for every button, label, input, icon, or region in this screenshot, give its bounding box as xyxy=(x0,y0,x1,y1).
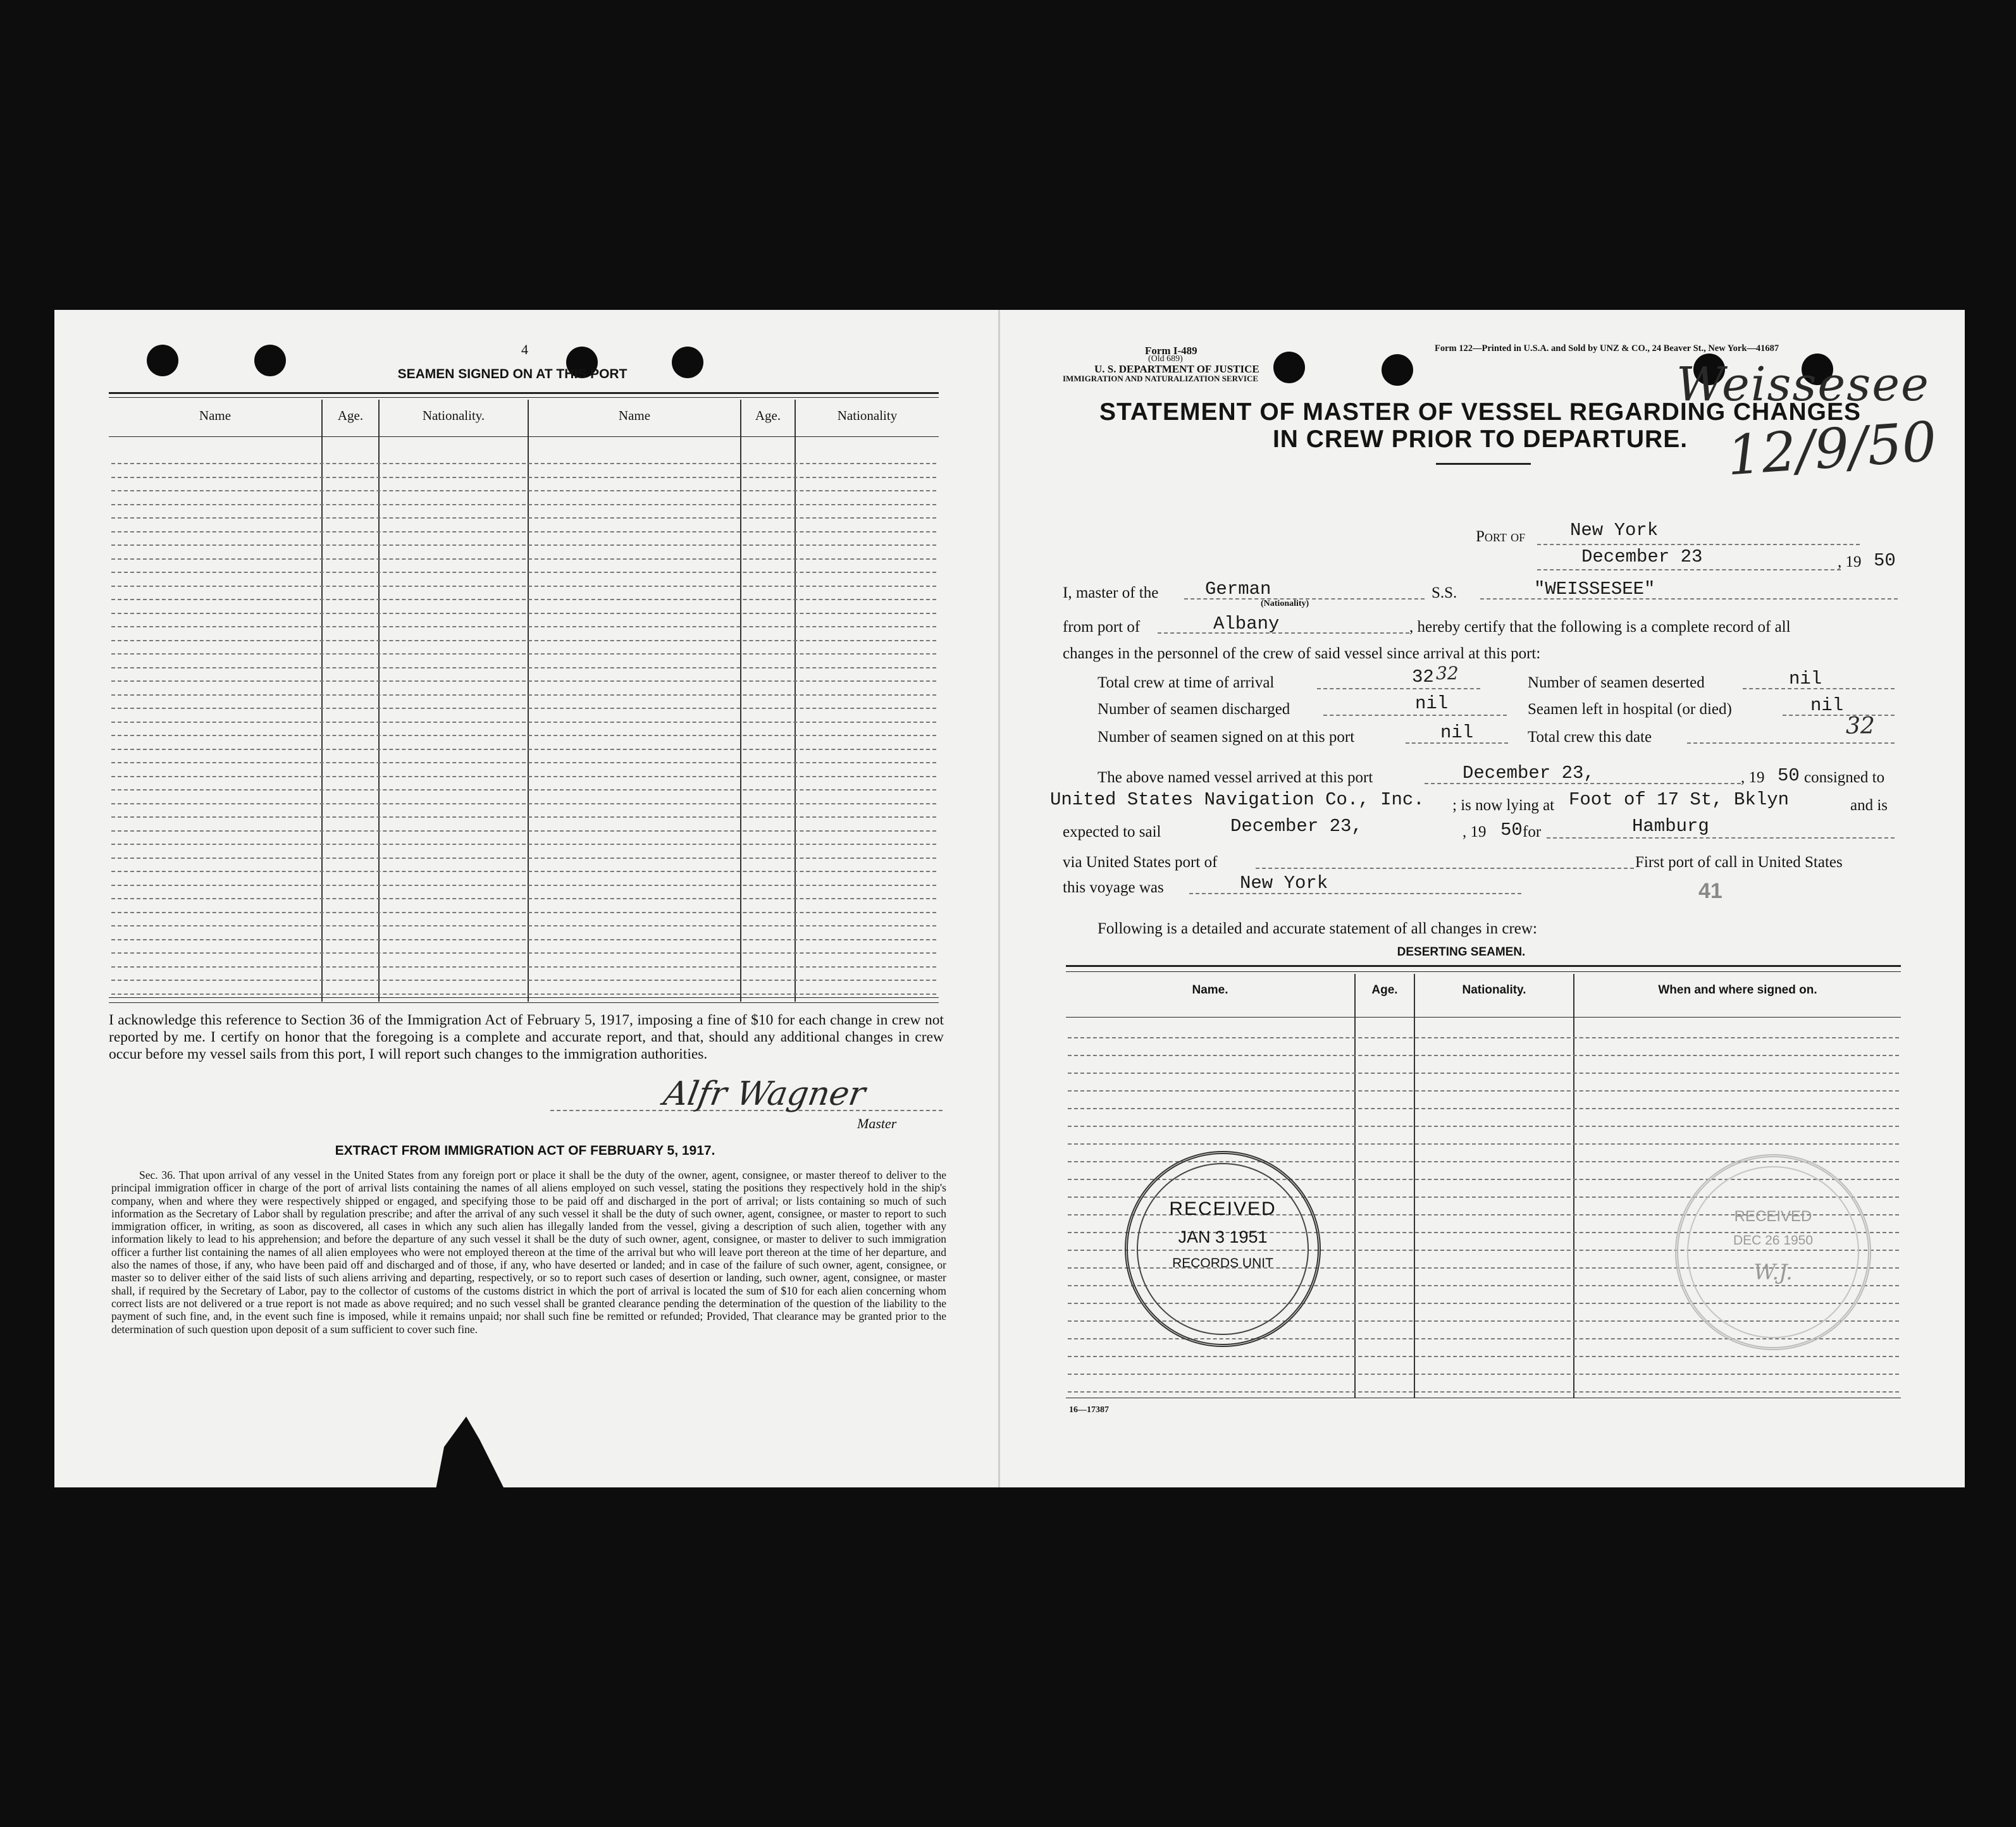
table-row-line xyxy=(111,993,936,995)
deserting-top-rule xyxy=(1066,965,1901,967)
department: U. S. DEPARTMENT OF JUSTICE xyxy=(1094,363,1259,375)
destination-line xyxy=(1547,837,1895,839)
stamp-records-unit: RECORDS UNIT xyxy=(1172,1256,1273,1270)
nationality-value: German xyxy=(1205,579,1271,600)
signed-on-value: nil xyxy=(1440,722,1474,743)
certify-text-2: changes in the personnel of the crew of said vessel since arrival at this port: xyxy=(1063,645,1541,662)
arrived-date-value: December 23, xyxy=(1463,763,1595,784)
table-row-line xyxy=(111,708,936,709)
table-row-line xyxy=(111,599,936,600)
total-crew-arrival-line xyxy=(1317,688,1480,689)
table-row-line xyxy=(1068,1374,1899,1375)
table-row-line xyxy=(1068,1073,1899,1074)
des-col-nationality: Nationality. xyxy=(1462,983,1526,997)
table-row-line xyxy=(111,694,936,696)
discharged-value: nil xyxy=(1415,693,1449,714)
received-stamp xyxy=(1125,1151,1321,1347)
table-row-line xyxy=(111,722,936,723)
table-row-line xyxy=(111,803,936,804)
title-underline xyxy=(1436,463,1531,465)
table-row-line xyxy=(111,816,936,818)
sail-date-value: December 23, xyxy=(1230,816,1363,837)
certify-text: , hereby certify that the following is a complete record of all xyxy=(1409,618,1791,636)
table-row-line xyxy=(111,613,936,614)
table-row-line xyxy=(111,966,936,968)
faint-stamp-initials: W.J. xyxy=(1753,1260,1793,1285)
table-row-line xyxy=(111,640,936,641)
hospital-label: Seamen left in hospital (or died) xyxy=(1528,701,1732,718)
service: IMMIGRATION AND NATURALIZATION SERVICE xyxy=(1063,374,1259,383)
table-row-line xyxy=(111,653,936,655)
via-label: via United States port of xyxy=(1063,854,1218,871)
table-row-line xyxy=(111,858,936,859)
nationality-hint: (Nationality) xyxy=(1261,599,1309,608)
table-top-rule xyxy=(109,392,939,394)
table-row-line xyxy=(1068,1126,1899,1127)
port-of-label: Port of xyxy=(1476,528,1526,545)
col-age-2: Age. xyxy=(755,408,781,423)
table-row-line xyxy=(1068,1356,1899,1357)
table-row-line xyxy=(111,626,936,627)
arrived-year-prefix: , 19 xyxy=(1741,769,1765,786)
total-crew-date-line xyxy=(1687,742,1895,744)
table-row-line xyxy=(1068,1391,1899,1393)
and-is-label: and is xyxy=(1850,797,1888,814)
punch-hole xyxy=(672,347,703,378)
master-label: Master xyxy=(857,1116,897,1131)
first-call-value: New York xyxy=(1240,873,1328,894)
table-row-line xyxy=(111,531,936,532)
expected-sail-label: expected to sail xyxy=(1063,823,1161,840)
punch-hole xyxy=(1382,354,1413,386)
lying-at-value: Foot of 17 St, Bklyn xyxy=(1569,789,1790,810)
consigned-to-label: consigned to xyxy=(1804,769,1885,786)
table-row-line xyxy=(111,667,936,668)
table-row-line xyxy=(111,885,936,886)
table-row-line xyxy=(1068,1055,1899,1056)
ss-label: S.S. xyxy=(1432,584,1457,601)
total-crew-arrival-value: 32 xyxy=(1412,667,1434,687)
table-bottom-rule xyxy=(109,1002,939,1003)
certification-text: I acknowledge this reference to Section 36 of the Immigration Act of February 5, 1917, imposing a fine of $10 for each change in crew not reported by me. I certify on honor that the foregoing is a complete and accurate report, and that, should any additional changes in crew occur before my vessel sails from this port, I will report such changes to the immigration authorities. xyxy=(109,1012,944,1062)
arrived-label: The above named vessel arrived at this port xyxy=(1098,769,1373,786)
consignee-value: United States Navigation Co., Inc. xyxy=(1050,789,1425,810)
table-row-line xyxy=(111,735,936,736)
total-crew-date-value: 32 xyxy=(1846,713,1875,739)
master-signature: Alfr Wagner xyxy=(660,1075,869,1113)
table-row-line xyxy=(111,463,936,464)
table-row-line xyxy=(111,504,936,505)
from-port-value: Albany xyxy=(1213,613,1280,634)
center-fold xyxy=(998,310,1000,1487)
col-name: Name xyxy=(199,408,232,423)
first-call-line xyxy=(1189,893,1521,894)
master-of-label: I, master of the xyxy=(1063,584,1159,601)
handwritten-ship-name: Weissesee xyxy=(1676,357,1930,412)
col-nationality: Nationality. xyxy=(422,408,485,423)
sail-year-value: 50 xyxy=(1500,820,1523,840)
table-row-line xyxy=(111,558,936,560)
date-value: December 23 xyxy=(1581,546,1703,567)
col-age: Age. xyxy=(337,408,364,423)
table-row-line xyxy=(111,572,936,573)
lying-at-label: ; is now lying at xyxy=(1452,797,1555,814)
table-top-rule xyxy=(109,397,939,398)
table-row-line xyxy=(111,952,936,954)
table-row-line xyxy=(111,477,936,478)
table-row-line xyxy=(111,680,936,682)
form-old-number: (Old 689) xyxy=(1148,354,1183,364)
table-row-line xyxy=(1068,1108,1899,1109)
deserting-heading: DESERTING SEAMEN. xyxy=(1397,945,1526,959)
table-row-line xyxy=(111,830,936,832)
deserted-value: nil xyxy=(1789,668,1822,689)
faint-stamp-received: RECEIVED xyxy=(1734,1208,1812,1225)
table-row-line xyxy=(111,898,936,899)
table-bottom-rule xyxy=(109,997,939,998)
stamp-received-date: JAN 3 1951 xyxy=(1178,1227,1268,1246)
port-of-line xyxy=(1537,544,1860,545)
stamp-received-label: RECEIVED xyxy=(1169,1198,1277,1219)
faint-stamp-date: DEC 26 1950 xyxy=(1733,1233,1814,1248)
deserted-label: Number of seamen deserted xyxy=(1528,674,1705,691)
sail-year-prefix: , 19 xyxy=(1463,823,1487,840)
discharged-label: Number of seamen discharged xyxy=(1098,701,1290,718)
table-row-line xyxy=(111,939,936,940)
total-crew-arrival-overwrite: 32 xyxy=(1436,663,1459,684)
pencil-number: 41 xyxy=(1698,879,1722,903)
signed-on-label: Number of seamen signed on at this port xyxy=(1098,729,1355,746)
punch-hole xyxy=(1273,352,1305,383)
form-title: STATEMENT OF MASTER OF VESSEL REGARDING CHANGES xyxy=(1099,398,1862,426)
seamen-signed-heading: SEAMEN SIGNED ON AT THIS PORT xyxy=(397,367,628,381)
date-line xyxy=(1537,569,1841,570)
from-port-line xyxy=(1158,632,1409,634)
this-voyage-label: this voyage was xyxy=(1063,879,1164,896)
sec36-text: Sec. 36. That upon arrival of any vessel in the United States from any foreign port or place it shall be the duty of the owner, agent, consignee, or master thereof to deliver to the principal immigration officer in charge of the port of arrival lists containing the names of all aliens employed on such vessel, stating the positions they respectively hold in the ship's company, when and where they were respectively shipped or engaged, and specifying those to be paid off and discharged in the port of arrival; or lists containing so much of such information as the Secretary of Labor shall by regulation prescribe; and after the arrival of any such vessel it shall be the duty of such owner, agent, consignee, or master to report to such immigration officer, in writing, as soon as discovered, all cases in which any such alien has illegally landed from the vessel, giving a description of such alien, together with any information likely to lead to his apprehension; and before the departure of any such vessel it shall be the duty of such owner, agent, consignee, or master to deliver to such immigration officer a further list containing the names of all alien employees who were not employed thereon at the time of the arrival but who will leave port thereon at the time of her departure, and also the names of those, if any, who have been paid off and discharged and of those, if any, who have deserted or landed; and in case of the failure of such owner, agent, consignee, or master so to deliver either of the said lists of such aliens arriving and departing, respectively, or so to report such cases of desertion or landing, such owner, agent, consignee, or master shall, if required by the Secretary of Labor, pay to the collector of customs of the customs district in which the port of arrival is located the sum of $10 for each alien concerning whom correct lists are not delivered or a true report is not made as above required; and no such vessel shall be granted clearance pending the determination of the question of the liability to the payment of such fine, and, in the event such fine is imposed, while it remains unpaid; nor shall such fine be remitted or refunded; Provided, That clearance may be granted prior to the determination of such question upon deposit of a sum sufficient to cover such fine. xyxy=(111,1169,946,1336)
table-row-line xyxy=(1068,1143,1899,1145)
arrived-year-value: 50 xyxy=(1778,765,1800,786)
for-label: for xyxy=(1523,823,1542,840)
port-of-value: New York xyxy=(1570,520,1659,541)
des-col-age: Age. xyxy=(1371,983,1398,997)
faint-received-stamp xyxy=(1675,1154,1871,1350)
destination-value: Hamburg xyxy=(1632,816,1709,837)
via-line xyxy=(1256,868,1634,869)
punch-hole xyxy=(147,345,178,376)
deserting-header-rule xyxy=(1066,1017,1901,1018)
form-code: 16—17387 xyxy=(1069,1405,1109,1415)
total-crew-arrival-label: Total crew at time of arrival xyxy=(1098,674,1275,691)
from-port-label: from port of xyxy=(1063,618,1141,636)
ship-name-value: "WEISSESEE" xyxy=(1534,579,1655,600)
table-row-line xyxy=(111,517,936,519)
deserting-top-rule xyxy=(1066,971,1901,972)
des-col-when-where: When and where signed on. xyxy=(1658,983,1817,997)
table-row-line xyxy=(111,490,936,491)
form-number: Form I-489 xyxy=(1145,345,1197,357)
col-nationality-2: Nationality xyxy=(837,408,898,423)
table-row-line xyxy=(111,980,936,981)
table-row-line xyxy=(111,749,936,750)
punch-hole xyxy=(254,345,286,376)
hospital-value: nil xyxy=(1810,695,1844,716)
table-row-line xyxy=(111,776,936,777)
table-row-line xyxy=(111,586,936,587)
year-prefix: , 19 xyxy=(1838,553,1862,570)
discharged-line xyxy=(1323,715,1507,716)
total-crew-date-label: Total crew this date xyxy=(1528,729,1652,746)
table-row-line xyxy=(111,871,936,872)
table-row-line xyxy=(1068,1090,1899,1092)
following-text: Following is a detailed and accurate statement of all changes in crew: xyxy=(1098,920,1537,937)
table-row-line xyxy=(111,789,936,790)
header-bottom-rule xyxy=(109,436,939,437)
year-value: 50 xyxy=(1874,550,1896,571)
handwritten-date: 12/9/50 xyxy=(1724,410,1939,488)
table-row-line xyxy=(1068,1037,1899,1038)
first-call-label: First port of call in United States xyxy=(1635,854,1843,871)
table-row-line xyxy=(111,925,936,926)
table-row-line xyxy=(111,544,936,546)
table-row-line xyxy=(111,912,936,913)
col-name-2: Name xyxy=(618,408,651,423)
table-row-line xyxy=(111,762,936,763)
extract-heading: EXTRACT FROM IMMIGRATION ACT OF FEBRUARY 5, 1917. xyxy=(335,1143,715,1158)
page-number: 4 xyxy=(521,341,528,357)
table-row-line xyxy=(111,844,936,845)
des-col-name: Name. xyxy=(1192,983,1228,997)
form-title-2: IN CREW PRIOR TO DEPARTURE. xyxy=(1272,426,1688,453)
printer-line: Form 122—Printed in U.S.A. and Sold by UNZ & CO., 24 Beaver St., New York—41687 xyxy=(1435,343,1779,354)
